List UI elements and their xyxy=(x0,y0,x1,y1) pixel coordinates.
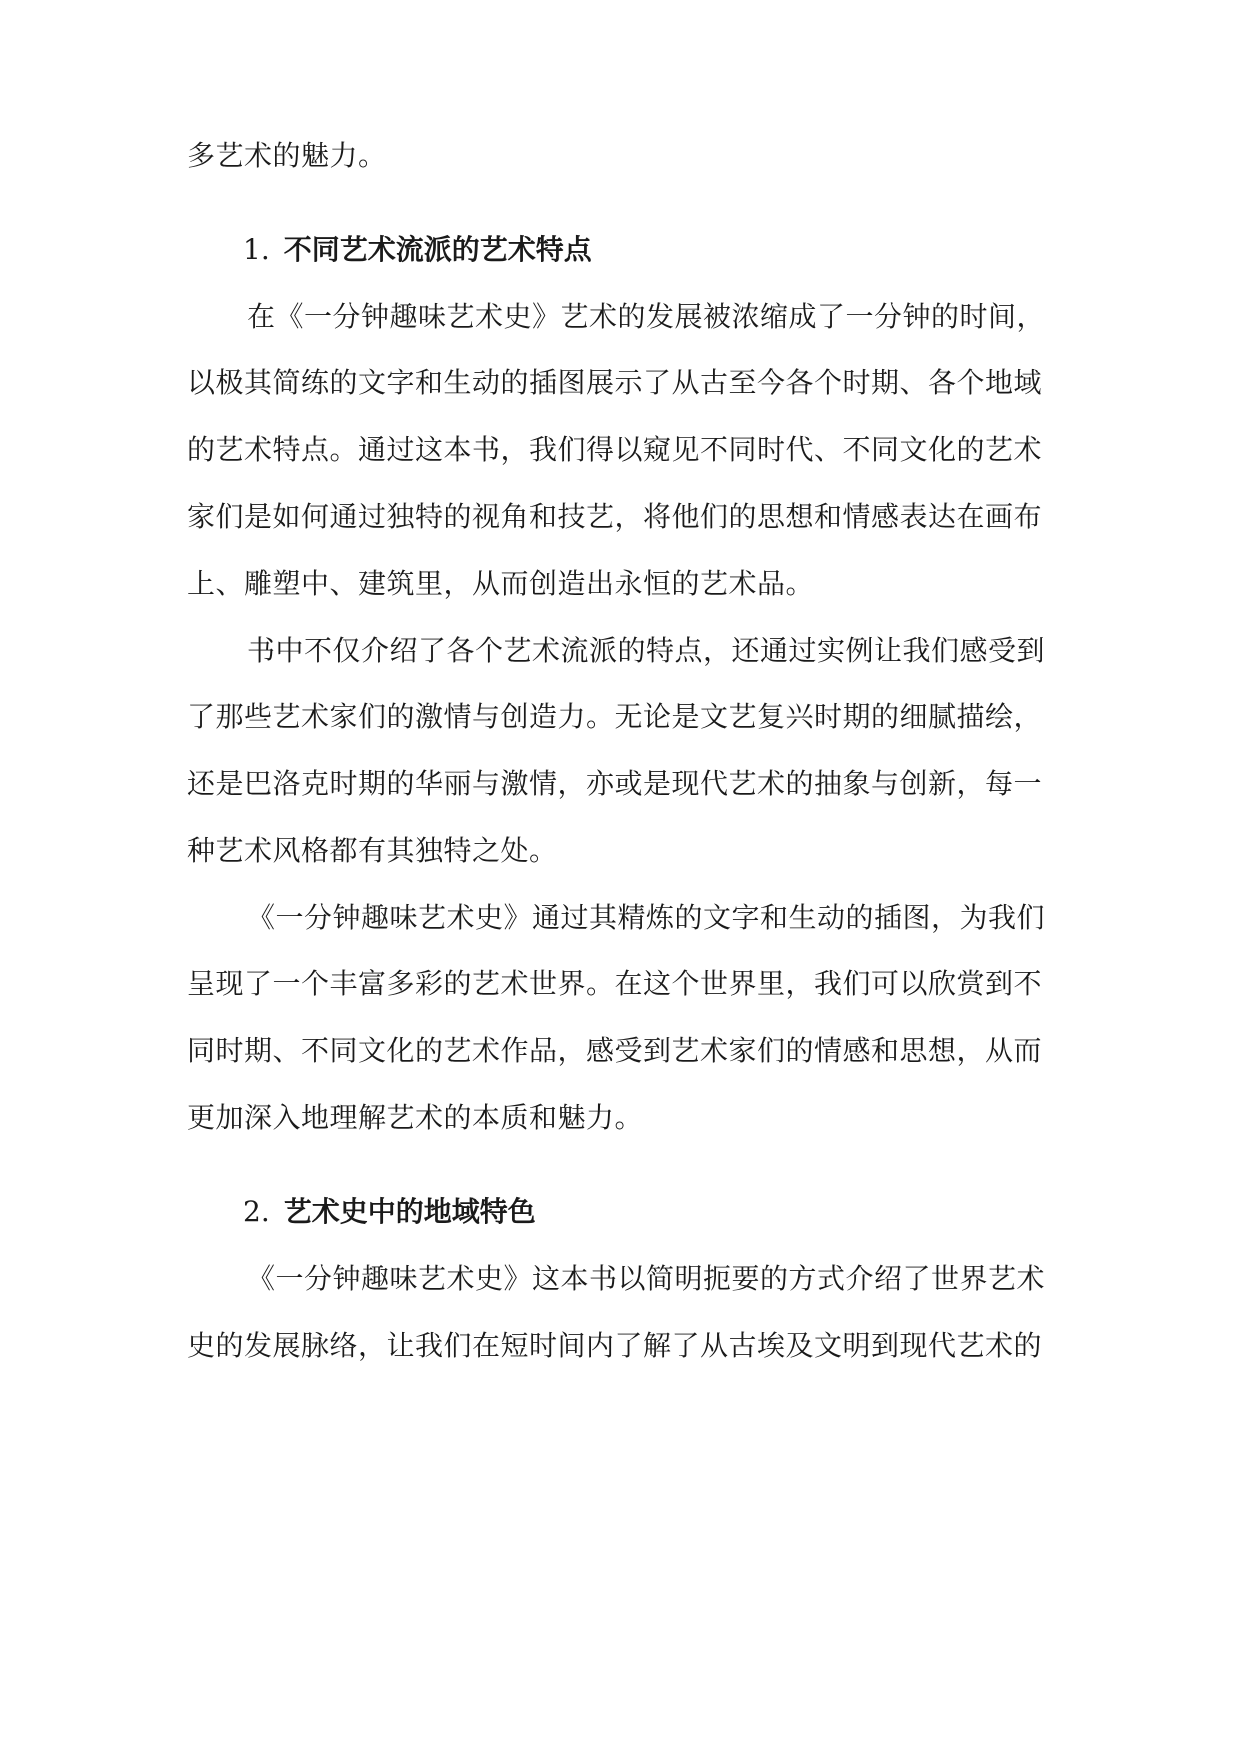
paragraph-line: 呈现了一个丰富多彩的艺术世界。在这个世界里，我们可以欣赏到不 xyxy=(187,967,1043,1000)
paragraph-line: 史的发展脉络，让我们在短时间内了解了从古埃及文明到现代艺术的 xyxy=(187,1329,1043,1362)
paragraph-line: 《一分钟趣味艺术史》这本书以简明扼要的方式介绍了世界艺术 xyxy=(247,1262,1046,1295)
heading-number: 1. xyxy=(243,233,270,266)
heading-text: 艺术史中的地域特色 xyxy=(283,1195,536,1228)
paragraph-line: 上、雕塑中、建筑里，从而创造出永恒的艺术品。 xyxy=(187,567,815,600)
section-heading-2 xyxy=(243,1192,536,1232)
heading-number: 2. xyxy=(243,1195,270,1228)
paragraph-line: 书中不仅介绍了各个艺术流派的特点，还通过实例让我们感受到 xyxy=(247,634,1046,667)
paragraph-line: 以极其简练的文字和生动的插图展示了从古至今各个时期、各个地域 xyxy=(187,366,1043,399)
paragraph-line: 还是巴洛克时期的华丽与激情，亦或是现代艺术的抽象与创新，每一 xyxy=(187,767,1043,800)
paragraph-line: 更加深入地理解艺术的本质和魅力。 xyxy=(187,1101,644,1134)
heading-text: 不同艺术流派的艺术特点 xyxy=(283,233,592,266)
paragraph-line: 多艺术的魅力。 xyxy=(187,139,387,172)
paragraph-line: 的艺术特点。通过这本书，我们得以窥见不同时代、不同文化的艺术 xyxy=(187,433,1043,466)
paragraph-line: 在《一分钟趣味艺术史》艺术的发展被浓缩成了一分钟的时间， xyxy=(247,300,1046,333)
paragraph-line: 同时期、不同文化的艺术作品，感受到艺术家们的情感和思想，从而 xyxy=(187,1034,1043,1067)
paragraph-line: 种艺术风格都有其独特之处。 xyxy=(187,834,558,867)
section-heading-1 xyxy=(243,230,592,270)
paragraph-line: 家们是如何通过独特的视角和技艺，将他们的思想和情感表达在画布 xyxy=(187,500,1043,533)
paragraph-line: 《一分钟趣味艺术史》通过其精炼的文字和生动的插图，为我们 xyxy=(247,901,1046,934)
paragraph-line: 了那些艺术家们的激情与创造力。无论是文艺复兴时期的细腻描绘， xyxy=(187,700,1043,733)
